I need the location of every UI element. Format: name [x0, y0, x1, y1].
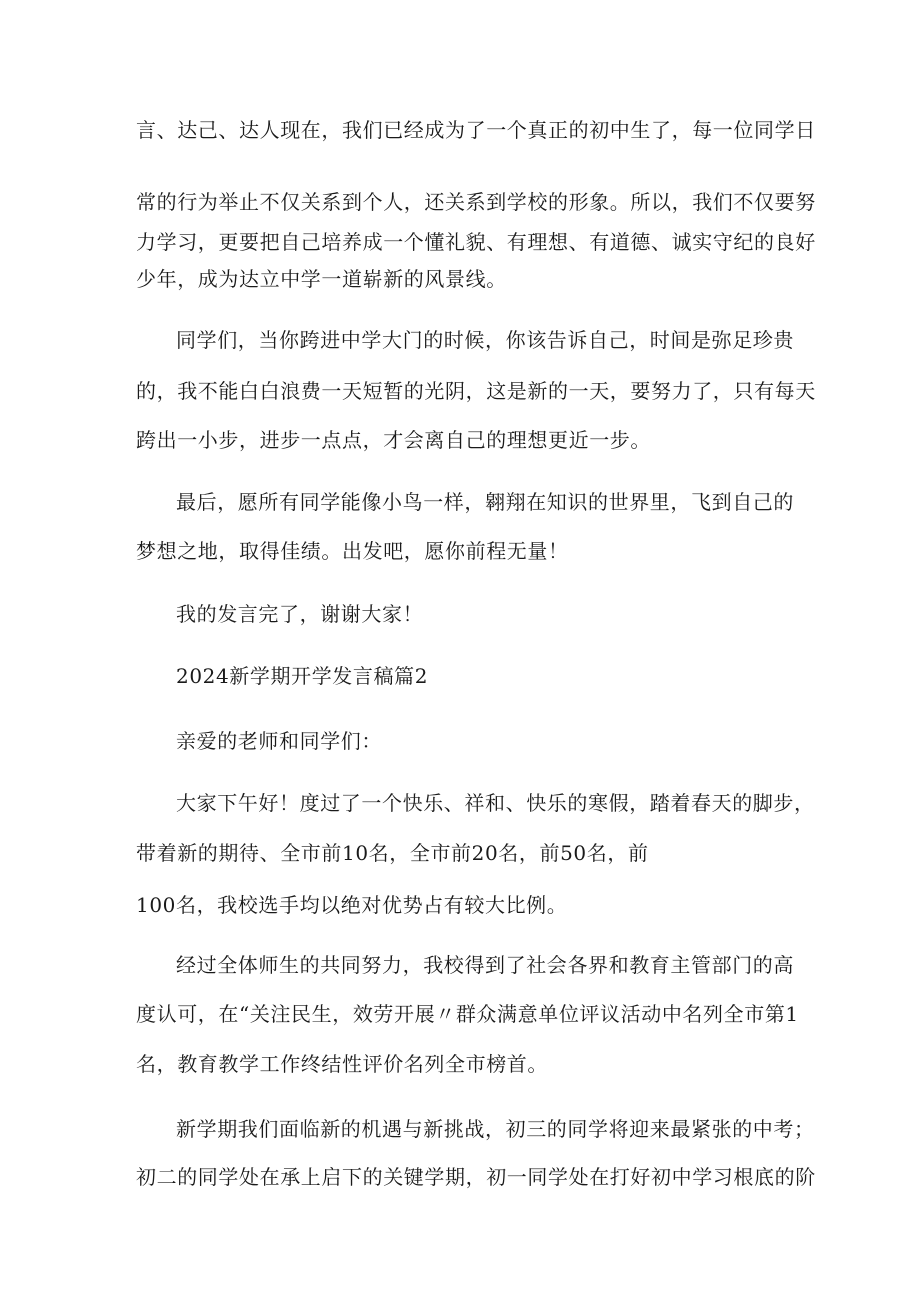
- text-line: 100名，我校选手均以绝对优势占有较大比例。: [136, 893, 568, 917]
- text-line: 少年，成为达立中学一道崭新的风景线。: [136, 267, 507, 291]
- text-line: 最后，愿所有同学能像小鸟一样，翱翔在知识的世界里，飞到自己的: [176, 490, 794, 514]
- text-line: 同学们，当你跨进中学大门的时候，你该告诉自己，时间是弥足珍贵: [176, 328, 794, 352]
- text-line: 初二的同学处在承上启下的关键学期，初一同学处在打好初中学习根底的阶: [136, 1165, 816, 1189]
- text-line: 我的发言完了，谢谢大家！: [176, 602, 424, 626]
- text-line: 跨出一小步，进步一点点，才会离自己的理想更近一步。: [136, 428, 651, 452]
- text-line: 大家下午好！度过了一个快乐、祥和、快乐的寒假，踏着春天的脚步，: [176, 791, 815, 815]
- text-line: 言、达己、达人现在，我们已经成为了一个真正的初中生了，每一位同学日: [136, 118, 816, 142]
- text-line: 经过全体师生的共同努力，我校得到了社会各界和教育主管部门的高: [176, 953, 794, 977]
- text-line: 度认可，在“关注民生，效劳开展〃群众满意单位评议活动中名列全市第1: [136, 1002, 799, 1026]
- text-line: 力学习，更要把自己培养成一个懂礼貌、有理想、有道德、诚实守纪的良好: [136, 230, 816, 254]
- text-line: 新学期我们面临新的机遇与新挑战，初三的同学将迎来最紧张的中考；: [176, 1117, 815, 1141]
- text-line: 的，我不能白白浪费一天短暂的光阴，这是新的一天，要努力了，只有每天: [136, 379, 816, 403]
- section-heading: 2024新学期开学发言稿篇2: [176, 664, 429, 688]
- text-line: 带着新的期待、全市前10名，全市前20名，前50名，前: [136, 841, 649, 865]
- text-line: 名，教育教学工作终结性评价名列全市榜首。: [136, 1052, 548, 1076]
- salutation: 亲爱的老师和同学们：: [176, 729, 382, 753]
- text-line: 常的行为举止不仅关系到个人，还关系到学校的形象。所以，我们不仅要努: [136, 190, 816, 214]
- text-line: 梦想之地，取得佳绩。出发吧，愿你前程无量！: [136, 539, 569, 563]
